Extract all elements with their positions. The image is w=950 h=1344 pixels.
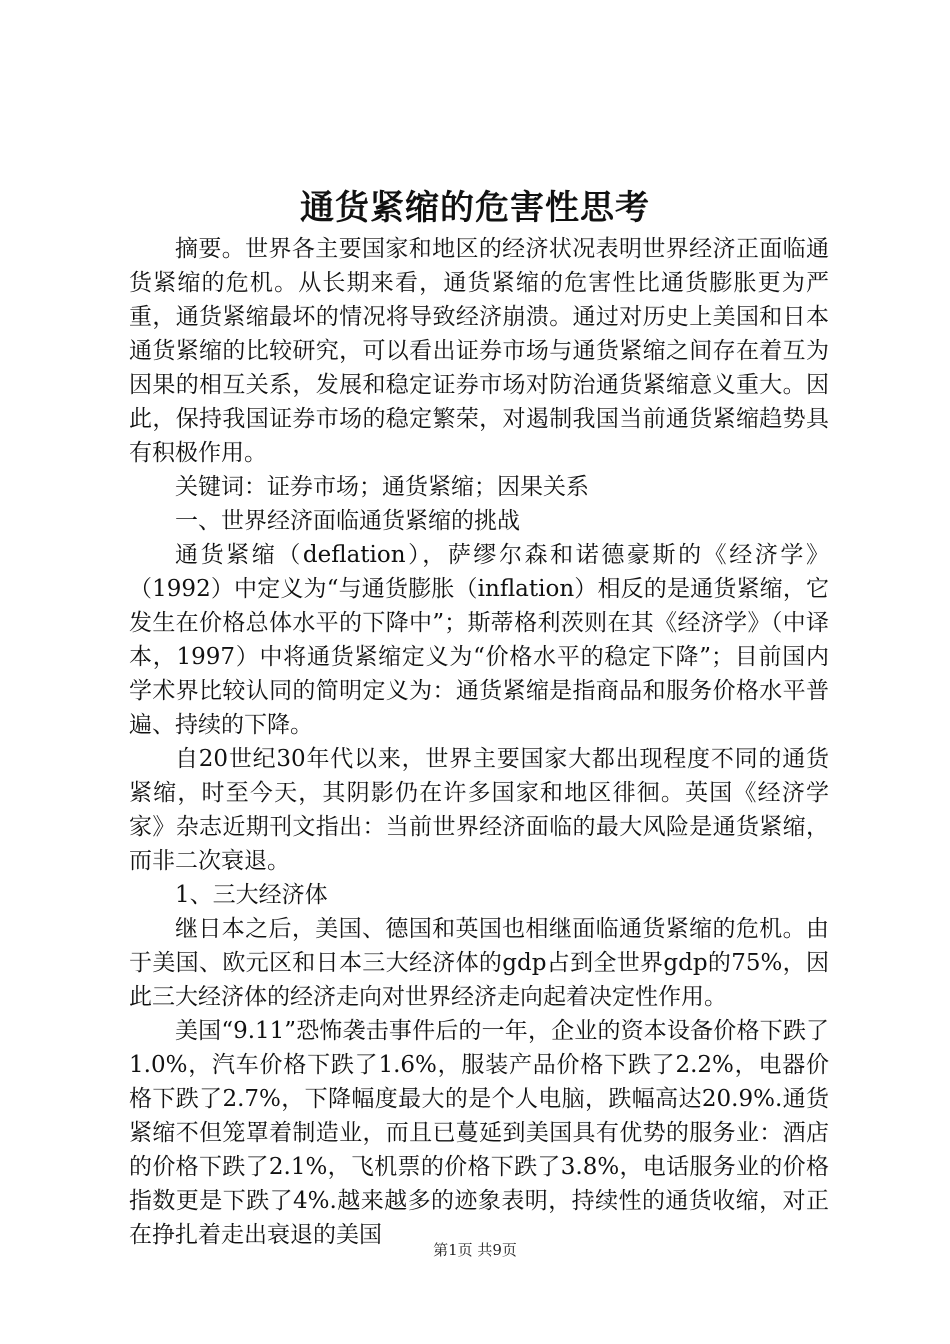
document-title: 通货紧缩的危害性思考 (300, 188, 650, 228)
body-paragraph: 通货紧缩（deflation），萨缪尔森和诺德豪斯的《经济学》（1992）中定义为“与通货膨胀（inflation）相反的是通货紧缩，它发生在价格总体水平的下降中”；斯蒂格利茨则在其《经济学》（中译本，1997）中将通货紧缩定义为“价格水平的稳定下降”；目前国内学术界比较认同的简明定义为：通货紧缩是指商品和服务价格水平普遍、持续的下降。 (129, 542, 829, 738)
section-heading: 一、世界经济面临通货紧缩的挑战 (175, 508, 520, 534)
abstract-paragraph: 摘要。世界各主要国家和地区的经济状况表明世界经济正面临通货紧缩的危机。从长期来看，通货紧缩的危害性比通货膨胀更为严重，通货紧缩最坏的情况将导致经济崩溃。通过对历史上美国和日本通货紧缩的比较研究，可以看出证券市场与通货紧缩之间存在着互为因果的相互关系，发展和稳定证券市场对防治通货紧缩意义重大。因此，保持我国证券市场的稳定繁荣，对遏制我国当前通货紧缩趋势具有积极作用。 (129, 236, 829, 466)
body-paragraph: 美国“9.11”恐怖袭击事件后的一年，企业的资本设备价格下跌了1.0%，汽车价格下跌了1.6%，服装产品价格下跌了2.2%，电器价格下跌了2.7%，下降幅度最大的是个人电脑，跌幅高达20.9%.通货紧缩不但笼罩着制造业，而且已蔓延到美国具有优势的服务业：酒店的价格下跌了2.1%，飞机票的价格下跌了3.8%，电话服务业的价格指数更是下跌了4%.越来越多的迹象表明，持续性的通货收缩，对正在挣扎着走出衰退的美国 (129, 1018, 829, 1248)
body-paragraph: 自20世纪30年代以来，世界主要国家大都出现程度不同的通货紧缩，时至今天，其阴影仍在许多国家和地区徘徊。英国《经济学家》杂志近期刊文指出：当前世界经济面临的最大风险是通货紧缩，而非二次衰退。 (129, 746, 829, 874)
keywords-line: 关键词：证券市场；通货紧缩；因果关系 (175, 474, 589, 500)
subsection-heading: 1、三大经济体 (175, 882, 328, 908)
page-footer: 第1页 共9页 (433, 1241, 517, 1259)
document-body (129, 232, 829, 1252)
body-paragraph: 继日本之后，美国、德国和英国也相继面临通货紧缩的危机。由于美国、欧元区和日本三大经济体的gdp占到全世界gdp的75%，因此三大经济体的经济走向对世界经济走向起着决定性作用。 (129, 916, 829, 1010)
